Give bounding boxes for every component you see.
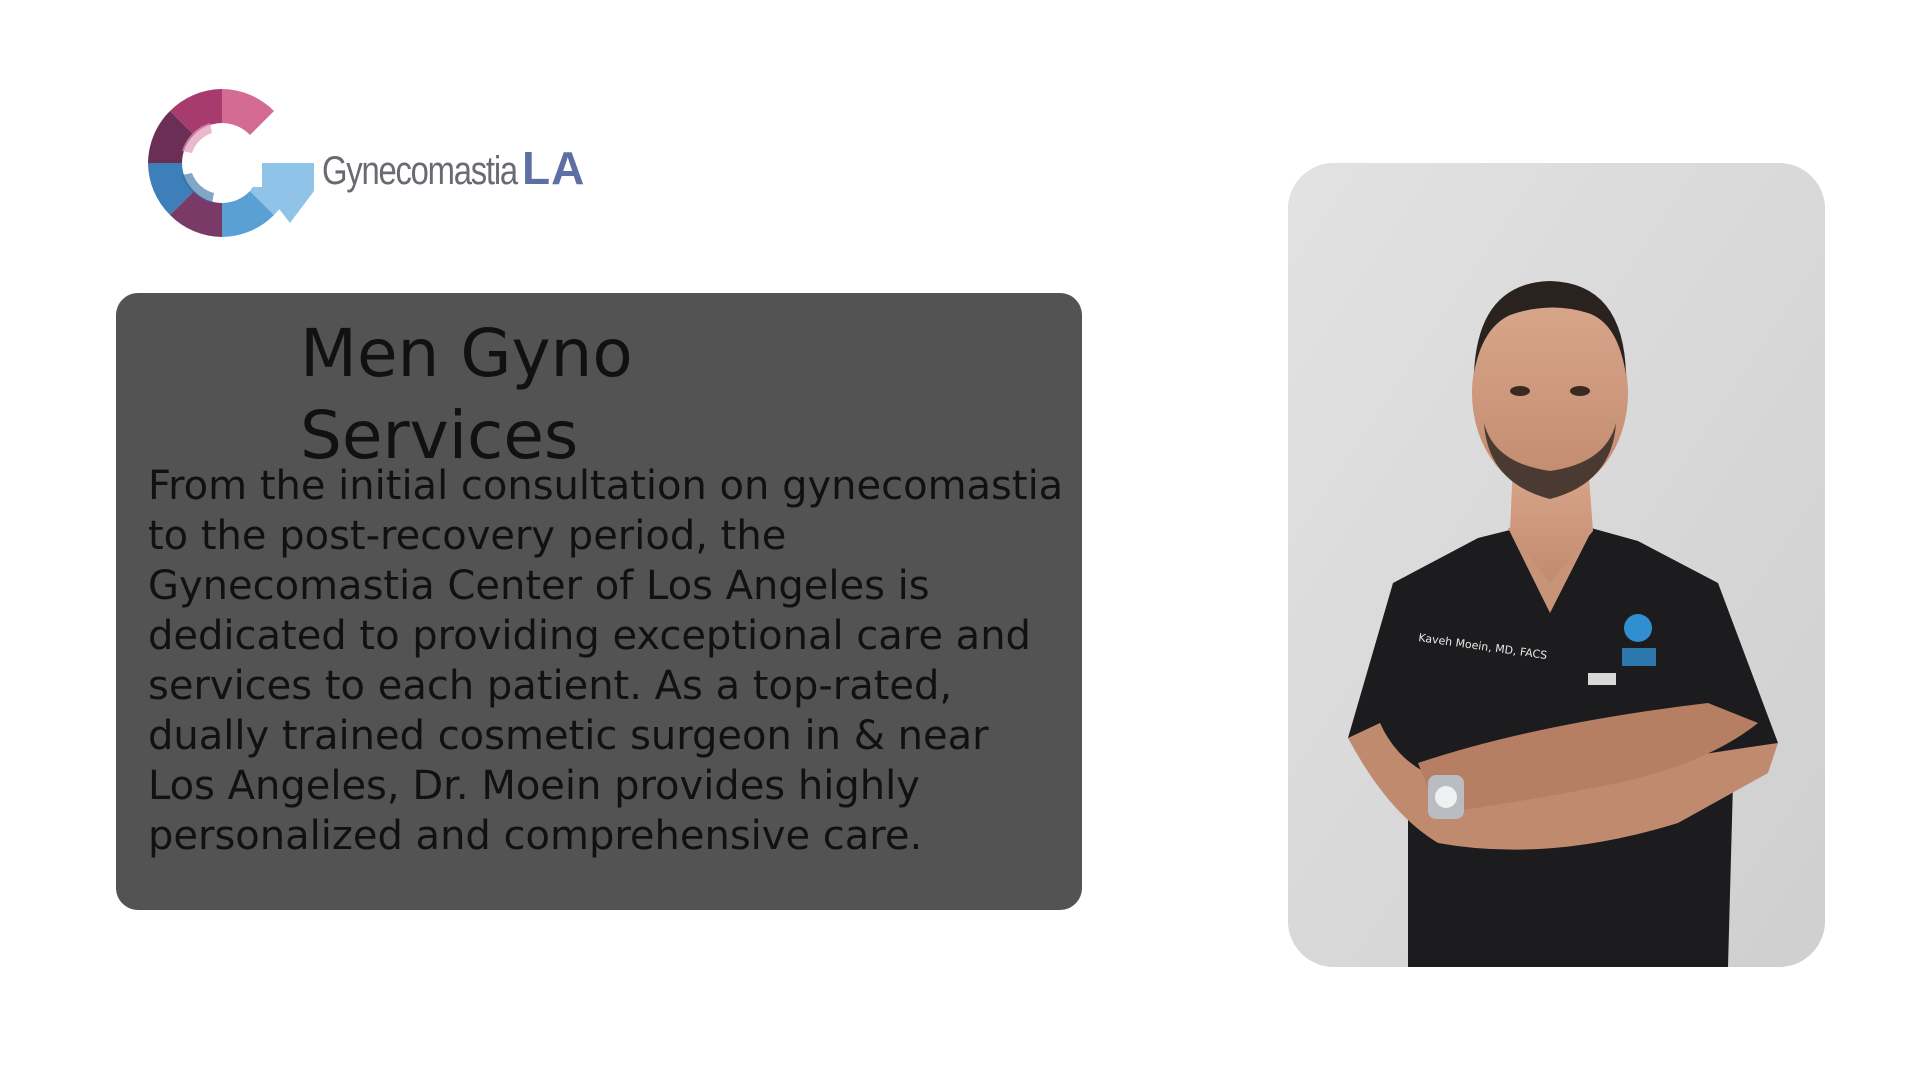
logo-mark-icon [148,88,316,238]
logo-wordmark [322,141,585,195]
logo-word: Gynecomastia [322,149,517,193]
doctor-portrait-image [1288,163,1825,967]
card-title: Men Gyno Services [300,315,633,474]
logo-suffix: LA [522,142,586,194]
scrub-name: Kaveh Moein, MD, FACS [1417,631,1548,663]
doctor-photo [1288,163,1825,967]
services-card [116,293,1082,910]
card-body: From the initial consultation on gynecomastia to the post-recovery period, the Gynecomastia Center of Los Angeles is dedicated to providing exceptional care and services to each patient. As a top-rated, dually trained cosmetic surgeon in & near Los Angeles, Dr. Moein provides highly personalized and comprehensive care. [148,463,1064,859]
brand-logo[interactable] [148,88,585,238]
